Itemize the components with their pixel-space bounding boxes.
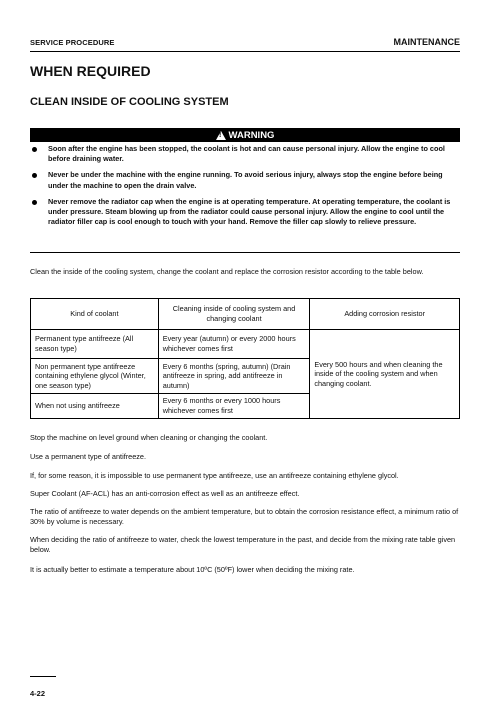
header-chapter-label: MAINTENANCE <box>393 37 460 47</box>
table-cell: When not using antifreeze <box>31 394 159 419</box>
page-title: WHEN REQUIRED <box>30 63 151 79</box>
table-cell: Non permanent type antifreeze containing ethylene glycol (Winter, one season type) <box>31 359 159 394</box>
warning-label: WARNING <box>228 129 275 141</box>
intro-paragraph: Clean the inside of the cooling system, change the coolant and replace the corrosion resistor according to the table below. <box>30 267 424 276</box>
body-paragraph: Stop the machine on level ground when cleaning or changing the coolant. <box>30 433 268 442</box>
warning-item: Never remove the radiator cap when the engine is at operating temperature. At operating temperature, the coolant is under pressure. Steam blowing up from the radiator could cause personal injury. Allow the engine to cool until the radiator filler cap is cool enough to touch with your hand. Remove the filler cap slowly to relieve pressure. <box>30 197 460 228</box>
page-number: 4-22 <box>30 689 46 698</box>
table-cell: Permanent type antifreeze (All season type) <box>31 330 159 359</box>
table-merged-cell: Every 500 hours and when cleaning the inside of the cooling system and when changing coolant. <box>310 330 460 419</box>
table-cell: Every 6 months (spring, autumn) (Drain antifreeze in spring, add antifreeze in autumn) <box>158 359 310 394</box>
table-cell: Every year (autumn) or every 2000 hours whichever comes first <box>158 330 310 359</box>
body-paragraph: Use a permanent type of antifreeze. <box>30 452 147 461</box>
warning-item: Never be under the machine with the engine running. To avoid serious injury, always stop the engine before being under the machine to open the drain valve. <box>30 170 460 190</box>
column-header: Kind of coolant <box>31 299 159 330</box>
column-header: Cleaning inside of cooling system and changing coolant <box>158 299 310 330</box>
body-paragraph: When deciding the ratio of antifreeze to water, check the lowest temperature in the past, and decide from the mixing rate table given below. <box>30 535 456 555</box>
body-paragraph: It is actually better to estimate a temperature about 10ºC (50ºF) lower when deciding the mixing rate. <box>30 565 355 574</box>
header-divider <box>30 51 460 52</box>
section-subtitle: CLEAN INSIDE OF COOLING SYSTEM <box>30 96 229 108</box>
warning-banner <box>30 128 460 142</box>
coolant-table <box>30 298 460 419</box>
footer-divider <box>30 676 56 677</box>
table-header-row <box>31 299 460 330</box>
body-paragraph: Super Coolant (AF-ACL) has an anti-corrosion effect as well as an antifreeze effect. <box>30 489 300 498</box>
warning-divider <box>30 252 460 253</box>
column-header: Adding corrosion resistor <box>310 299 460 330</box>
body-paragraph: If, for some reason, it is impossible to use permanent type antifreeze, use an antifreeze containing ethylene glycol. <box>30 471 399 480</box>
header-section-label: SERVICE PROCEDURE <box>30 38 115 47</box>
warning-list <box>30 144 460 233</box>
table-row <box>31 330 460 359</box>
warning-item: Soon after the engine has been stopped, the coolant is hot and can cause personal injury. Allow the engine to cool before draining water. <box>30 144 460 164</box>
table-cell: Every 6 months or every 1000 hours whichever comes first <box>158 394 310 419</box>
body-paragraph: The ratio of antifreeze to water depends on the ambient temperature, but to obtain the corrosion resistance effect, a minimum ratio of 30% by volume is necessary. <box>30 507 459 527</box>
page-header <box>30 38 460 52</box>
warning-triangle-icon <box>216 131 226 140</box>
